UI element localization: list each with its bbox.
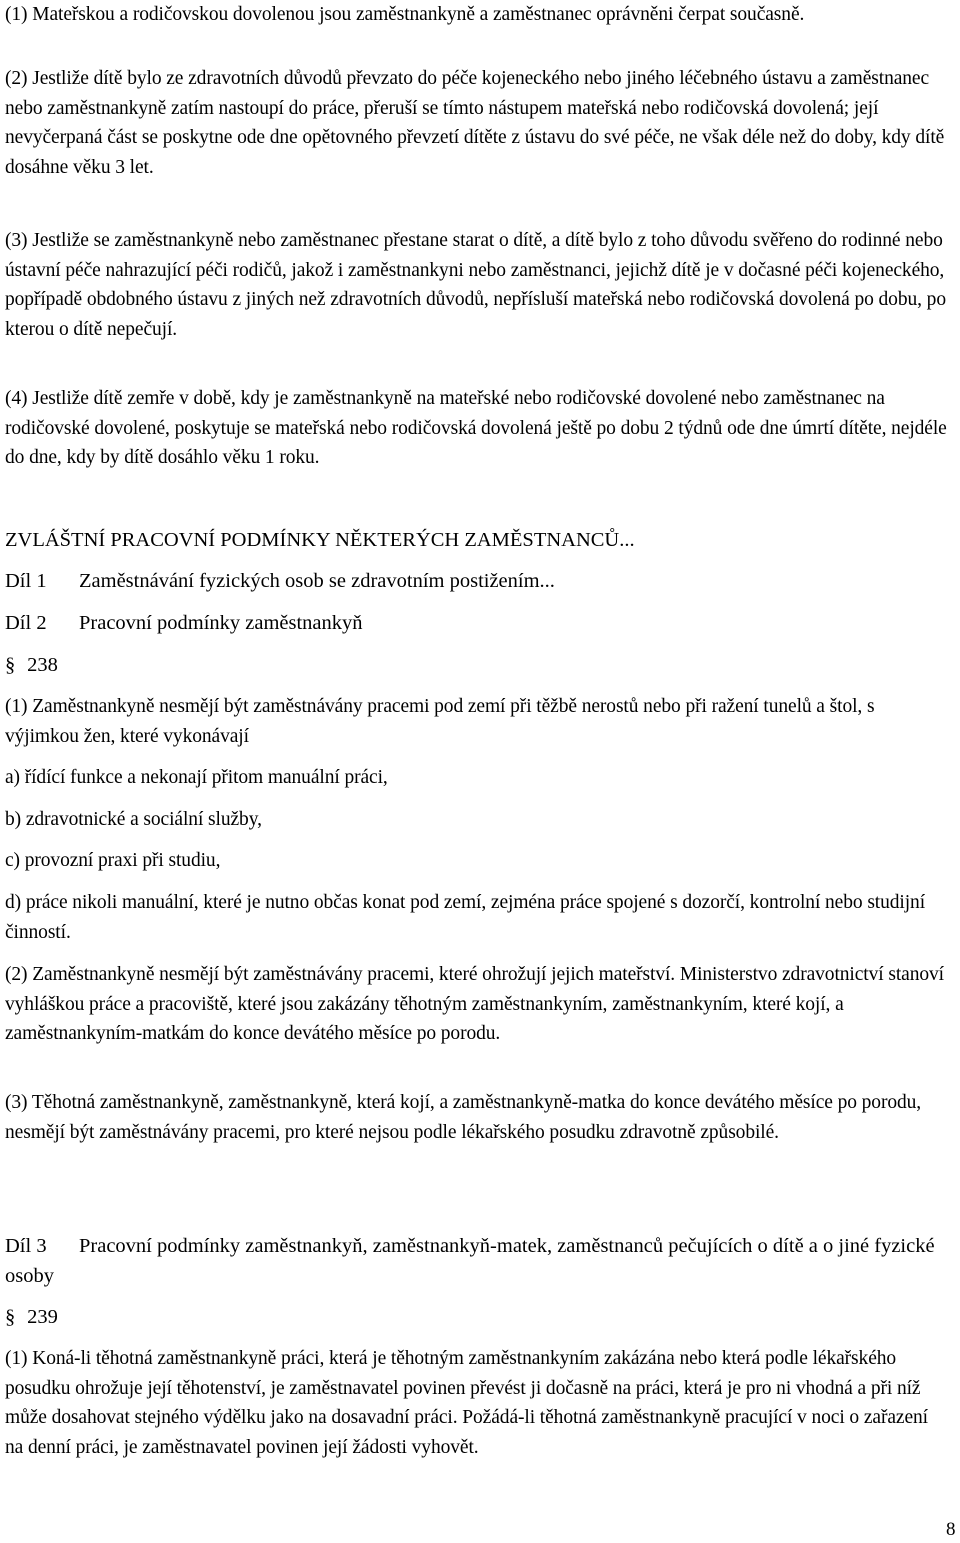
paragraph-2 xyxy=(5,64,950,182)
section-239-header xyxy=(5,1302,58,1332)
part-3 xyxy=(5,1231,950,1291)
section-heading xyxy=(5,525,635,555)
paragraph-1-text: (1) Mateřskou a rodičovskou dovolenou jsou zaměstnankyně a zaměstnanec oprávněni čerpat současně. xyxy=(5,4,805,25)
section-238-paragraph-3 xyxy=(5,1088,950,1147)
page-number: 8 xyxy=(946,1519,956,1540)
section-238-item-c xyxy=(5,846,950,876)
paragraph-1 xyxy=(5,0,950,30)
section-sign: § xyxy=(5,1306,16,1328)
section-heading-text: ZVLÁŠTNÍ PRACOVNÍ PODMÍNKY NĚKTERÝCH ZAMĚSTNANCŮ... xyxy=(5,529,635,551)
section-239-paragraph-1-text: (1) Koná-li těhotná zaměstnankyně práci, která je těhotným zaměstnankyním zakázána nebo která podle lékařského posudku ohrožuje její těhotenství, je zaměstnavatel povinen převést ji dočasně na práci, která je pro ni vhodná a při níž může dosahovat stejného výdělku jako na dosavadní práci. Požádá-li těhotná zaměstnankyně pracující v noci o zařazení na denní práci, je zaměstnavatel povinen její žádosti vyhovět. xyxy=(5,1348,928,1458)
section-238-item-d xyxy=(5,888,950,947)
section-238-item-a-text: a) řídící funkce a nekonají přitom manuální práci, xyxy=(5,767,388,788)
paragraph-4-text: (4) Jestliže dítě zemře v době, kdy je zaměstnankyně na mateřské nebo rodičovské dovolené nebo zaměstnanec na rodičovské dovolené, poskytuje se mateřská nebo rodičovská dovolená ještě po dobu 2 týdnů ode dne úmrtí dítěte, nejdéle do dne, kdy by dítě dosáhlo věku 1 roku. xyxy=(5,388,947,468)
paragraph-3 xyxy=(5,226,950,344)
part-2-number: Díl 2 xyxy=(5,612,47,634)
section-238-paragraph-1-text: (1) Zaměstnankyně nesmějí být zaměstnávány pracemi pod zemí při těžbě nerostů nebo při ražení tunelů a štol, s výjimkou žen, které vykonávají xyxy=(5,696,875,747)
part-1 xyxy=(5,566,950,596)
paragraph-4 xyxy=(5,384,950,473)
paragraph-3-text: (3) Jestliže se zaměstnankyně nebo zaměstnanec přestane starat o dítě, a dítě bylo z toho důvodu svěřeno do rodinné nebo ústavní péče nahrazující péči rodičů, jakož i zaměstnankyni nebo zaměstnanci, jejichž dítě je v dočasné péči kojeneckého, popřípadě obdobného ústavu z jiných než zdravotních důvodů, nepřísluší mateřská nebo rodičovská dovolená po dobu, po kterou o dítě nepečují. xyxy=(5,230,946,340)
section-238-paragraph-3-text: (3) Těhotná zaměstnankyně, zaměstnankyně, která kojí, a zaměstnankyně-matka do konce devátého měsíce po porodu, nesmějí být zaměstnávány pracemi, pro které nejsou podle lékařského posudku zdravotně způsobilé. xyxy=(5,1092,922,1143)
section-239-number: 239 xyxy=(27,1306,58,1328)
section-238-paragraph-2-text: (2) Zaměstnankyně nesmějí být zaměstnávány pracemi, které ohrožují jejich mateřství. Ministerstvo zdravotnictví stanoví vyhláškou práce a pracoviště, které jsou zakázány těhotným zaměstnankyním, zaměstnankyním, které kojí, a zaměstnankyním-matkám do konce devátého měsíce po porodu. xyxy=(5,964,944,1044)
part-1-number: Díl 1 xyxy=(5,570,47,592)
section-238-paragraph-2 xyxy=(5,960,960,1049)
part-2 xyxy=(5,608,950,638)
section-238-item-c-text: c) provozní praxi při studiu, xyxy=(5,850,221,871)
section-238-item-a xyxy=(5,763,950,793)
part-2-title: Pracovní podmínky zaměstnankyň xyxy=(79,612,363,634)
paragraph-2-text: (2) Jestliže dítě bylo ze zdravotních důvodů převzato do péče kojeneckého nebo jiného léčebného ústavu a zaměstnanec nebo zaměstnankyně zatím nastoupí do práce, přeruší se tímto nástupem mateřská nebo rodičovská dovolená; její nevyčerpaná část se poskytne ode dne opětovného převzetí dítěte z ústavu do své péče, ne však déle než do doby, kdy dítě dosáhne věku 3 let. xyxy=(5,68,945,178)
section-238-item-b-text: b) zdravotnické a sociální služby, xyxy=(5,809,262,830)
section-238-item-b xyxy=(5,805,950,835)
part-3-number: Díl 3 xyxy=(5,1235,47,1257)
section-238-header xyxy=(5,650,58,680)
section-238-number: 238 xyxy=(27,654,58,676)
section-sign: § xyxy=(5,654,16,676)
section-238-item-d-text: d) práce nikoli manuální, které je nutno občas konat pod zemí, zejména práce spojené s dozorčí, kontrolní nebo studijní činností. xyxy=(5,892,926,943)
section-238-paragraph-1 xyxy=(5,692,950,751)
part-3-title: Pracovní podmínky zaměstnankyň, zaměstnankyň-matek, zaměstnanců pečujících o dítě a o jiné fyzické osoby xyxy=(5,1235,935,1287)
section-239-paragraph-1 xyxy=(5,1344,950,1462)
part-1-title: Zaměstnávání fyzických osob se zdravotním postižením... xyxy=(79,570,555,592)
